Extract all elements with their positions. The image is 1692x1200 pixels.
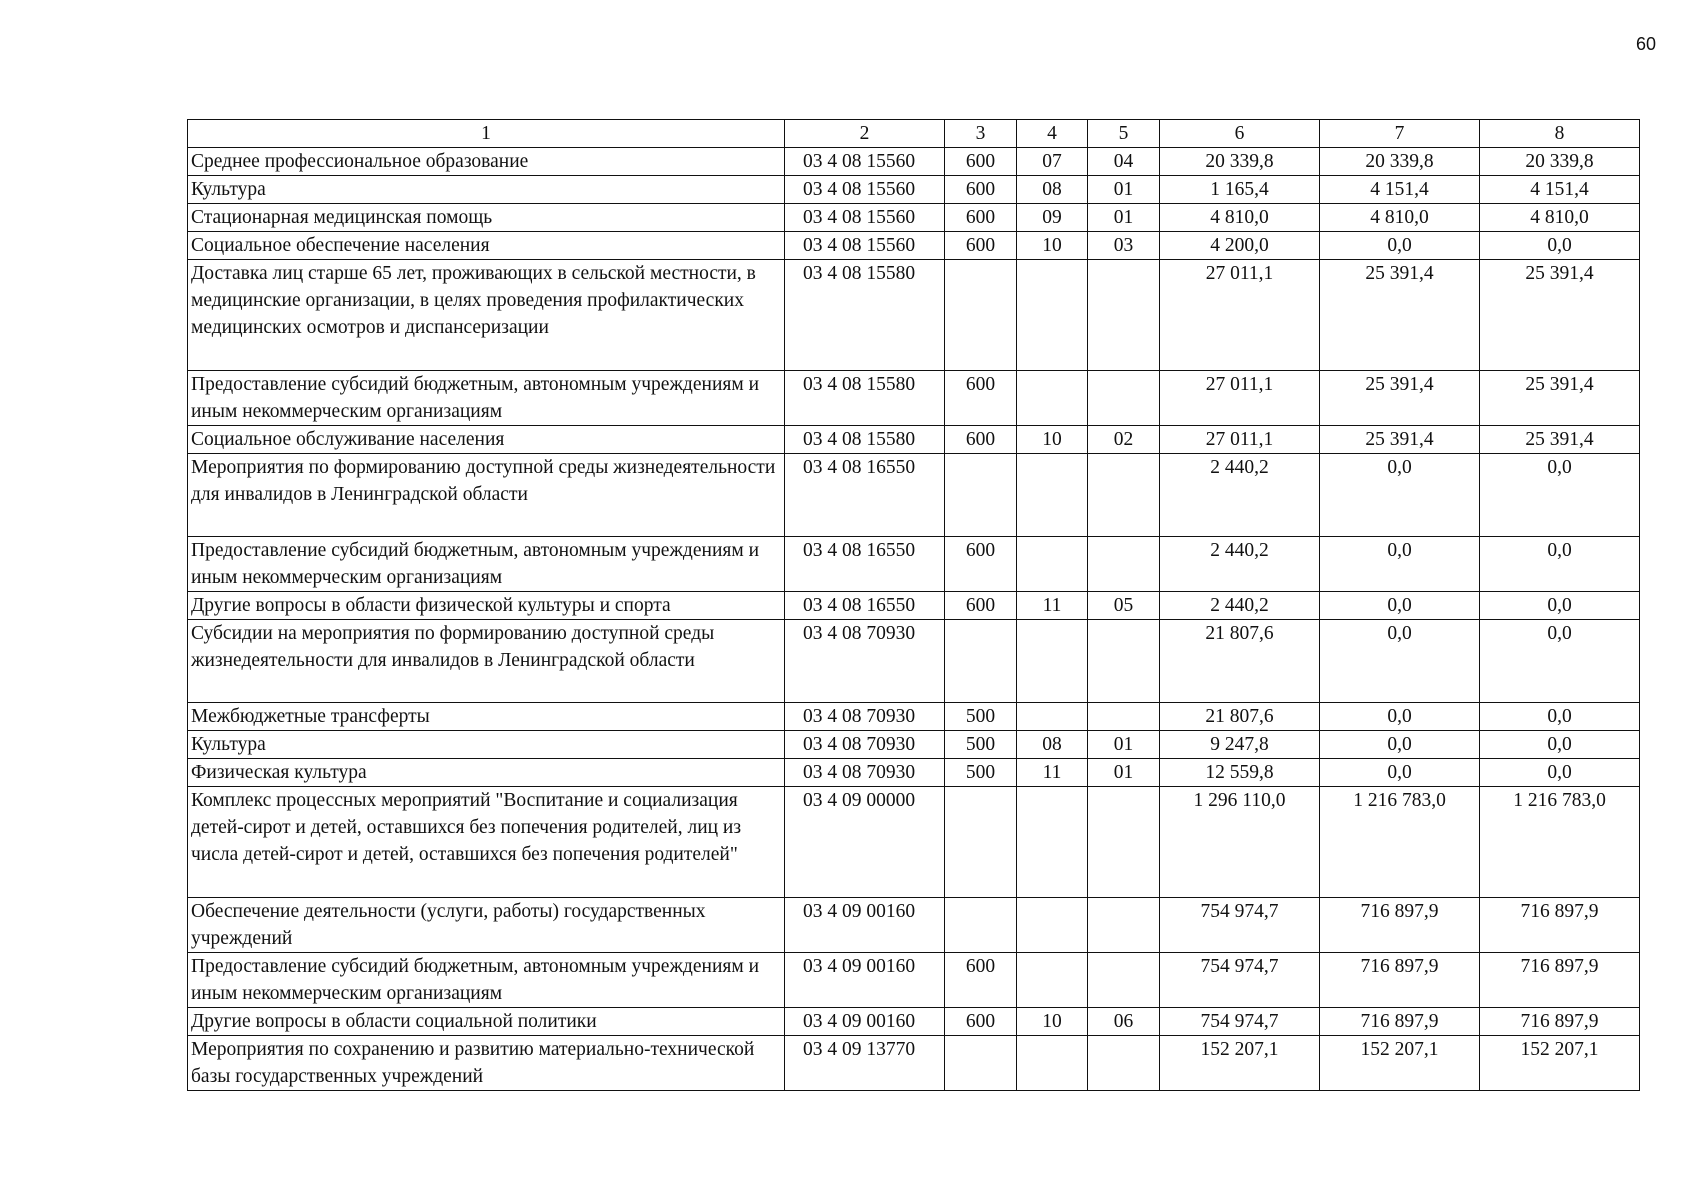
row-col8-value: 152 207,1 [1480,1036,1640,1091]
table-row [188,176,1640,204]
row-col6-value: 1 165,4 [1160,176,1320,204]
row-name-cell: Межбюджетные трансферты [188,703,785,731]
row-col4-cell: 08 [1017,176,1088,204]
table-row [188,703,1640,731]
row-name-cell: Доставка лиц старше 65 лет, проживающих в сельской местности, в медицинские организации, в целях проведения профилактических медицинских осмотров и диспансеризации [188,260,785,371]
row-col5-cell: 01 [1088,176,1160,204]
header-cell-2: 2 [785,120,945,148]
row-col5-cell: 02 [1088,426,1160,454]
row-col6-value: 12 559,8 [1160,759,1320,787]
row-col8-value: 716 897,9 [1480,953,1640,1008]
table-row [188,204,1640,232]
row-col3-cell [945,1036,1017,1091]
row-col6-value: 27 011,1 [1160,371,1320,426]
row-col5-cell [1088,537,1160,592]
row-code-cell: 03 4 08 70930 [785,731,945,759]
row-col7-value: 1 216 783,0 [1320,787,1480,898]
row-col6-value: 4 200,0 [1160,232,1320,260]
table-row [188,898,1640,953]
row-col4-cell: 07 [1017,148,1088,176]
row-col6-value: 2 440,2 [1160,537,1320,592]
row-col4-cell [1017,537,1088,592]
table-row [188,260,1640,371]
row-col6-value: 2 440,2 [1160,592,1320,620]
row-col6-value: 27 011,1 [1160,260,1320,371]
row-col3-cell: 600 [945,537,1017,592]
row-col5-cell: 03 [1088,232,1160,260]
header-cell-3: 3 [945,120,1017,148]
row-col3-cell: 600 [945,592,1017,620]
row-col3-cell: 600 [945,204,1017,232]
row-col6-value: 2 440,2 [1160,454,1320,537]
table-row [188,592,1640,620]
table-row [188,620,1640,703]
row-col3-cell [945,454,1017,537]
row-col7-value: 716 897,9 [1320,898,1480,953]
row-col8-value: 4 810,0 [1480,204,1640,232]
row-col4-cell: 09 [1017,204,1088,232]
row-name-cell: Социальное обеспечение населения [188,232,785,260]
row-col8-value: 0,0 [1480,620,1640,703]
row-code-cell: 03 4 09 00160 [785,953,945,1008]
row-col4-cell [1017,703,1088,731]
table-row [188,426,1640,454]
row-col4-cell [1017,787,1088,898]
row-col4-cell [1017,371,1088,426]
row-col4-cell: 10 [1017,1008,1088,1036]
row-col8-value: 1 216 783,0 [1480,787,1640,898]
row-code-cell: 03 4 08 15560 [785,204,945,232]
row-col4-cell [1017,260,1088,371]
row-col8-value: 0,0 [1480,454,1640,537]
row-col7-value: 0,0 [1320,620,1480,703]
row-col7-value: 25 391,4 [1320,426,1480,454]
row-col8-value: 0,0 [1480,703,1640,731]
row-col8-value: 716 897,9 [1480,1008,1640,1036]
row-code-cell: 03 4 08 15580 [785,426,945,454]
row-col4-cell: 10 [1017,232,1088,260]
row-col5-cell [1088,898,1160,953]
row-col7-value: 716 897,9 [1320,953,1480,1008]
table-row [188,1036,1640,1091]
row-col6-value: 9 247,8 [1160,731,1320,759]
row-name-cell: Культура [188,731,785,759]
row-name-cell: Предоставление субсидий бюджетным, автономным учреждениям и иным некоммерческим организациям [188,371,785,426]
row-col3-cell: 500 [945,759,1017,787]
row-name-cell: Культура [188,176,785,204]
row-name-cell: Предоставление субсидий бюджетным, автономным учреждениям и иным некоммерческим организациям [188,953,785,1008]
row-col5-cell [1088,703,1160,731]
row-col8-value: 25 391,4 [1480,371,1640,426]
row-col5-cell: 04 [1088,148,1160,176]
row-col8-value: 0,0 [1480,537,1640,592]
table-row [188,787,1640,898]
row-code-cell: 03 4 09 00000 [785,787,945,898]
table-row [188,731,1640,759]
row-col5-cell [1088,454,1160,537]
row-col8-value: 25 391,4 [1480,260,1640,371]
row-col8-value: 716 897,9 [1480,898,1640,953]
row-code-cell: 03 4 08 70930 [785,759,945,787]
row-col3-cell [945,787,1017,898]
table-row [188,232,1640,260]
row-name-cell: Стационарная медицинская помощь [188,204,785,232]
row-col3-cell: 600 [945,176,1017,204]
row-col5-cell [1088,787,1160,898]
row-col7-value: 25 391,4 [1320,260,1480,371]
row-code-cell: 03 4 09 00160 [785,1008,945,1036]
row-col6-value: 1 296 110,0 [1160,787,1320,898]
row-col8-value: 20 339,8 [1480,148,1640,176]
row-col5-cell [1088,953,1160,1008]
row-col7-value: 25 391,4 [1320,371,1480,426]
row-col6-value: 754 974,7 [1160,953,1320,1008]
row-col6-value: 152 207,1 [1160,1036,1320,1091]
row-col4-cell [1017,1036,1088,1091]
row-col5-cell [1088,1036,1160,1091]
budget-table [187,119,1640,1091]
row-col8-value: 0,0 [1480,759,1640,787]
row-code-cell: 03 4 08 16550 [785,537,945,592]
row-col5-cell [1088,371,1160,426]
row-col4-cell [1017,454,1088,537]
row-name-cell: Обеспечение деятельности (услуги, работы) государственных учреждений [188,898,785,953]
row-col6-value: 21 807,6 [1160,620,1320,703]
row-col5-cell: 05 [1088,592,1160,620]
row-col7-value: 0,0 [1320,759,1480,787]
table-row [188,1008,1640,1036]
header-cell-7: 7 [1320,120,1480,148]
row-name-cell: Субсидии на мероприятия по формированию доступной среды жизнедеятельности для инвалидов в Ленинградской области [188,620,785,703]
row-col8-value: 0,0 [1480,232,1640,260]
table-row [188,759,1640,787]
row-name-cell: Другие вопросы в области физической культуры и спорта [188,592,785,620]
row-col8-value: 0,0 [1480,731,1640,759]
row-code-cell: 03 4 08 16550 [785,454,945,537]
row-col4-cell [1017,898,1088,953]
row-name-cell: Другие вопросы в области социальной политики [188,1008,785,1036]
table-row [188,454,1640,537]
header-cell-4: 4 [1017,120,1088,148]
row-col6-value: 20 339,8 [1160,148,1320,176]
row-col5-cell: 01 [1088,759,1160,787]
row-col6-value: 21 807,6 [1160,703,1320,731]
row-col3-cell: 500 [945,731,1017,759]
row-col7-value: 0,0 [1320,731,1480,759]
row-col3-cell: 500 [945,703,1017,731]
header-cell-1: 1 [188,120,785,148]
row-col7-value: 0,0 [1320,537,1480,592]
row-name-cell: Социальное обслуживание населения [188,426,785,454]
row-col6-value: 4 810,0 [1160,204,1320,232]
row-col7-value: 0,0 [1320,703,1480,731]
row-col4-cell: 11 [1017,592,1088,620]
row-col5-cell: 01 [1088,731,1160,759]
row-code-cell: 03 4 08 15560 [785,148,945,176]
row-col3-cell: 600 [945,148,1017,176]
row-code-cell: 03 4 08 16550 [785,592,945,620]
table-header-row [188,120,1640,148]
row-col4-cell [1017,953,1088,1008]
row-code-cell: 03 4 08 15560 [785,176,945,204]
row-name-cell: Комплекс процессных мероприятий "Воспитание и социализация детей-сирот и детей, оставшихся без попечения родителей, лиц из числа детей-сирот и детей, оставшихся без попечения родителей" [188,787,785,898]
row-name-cell: Мероприятия по формированию доступной среды жизнедеятельности для инвалидов в Ленинградской области [188,454,785,537]
row-code-cell: 03 4 08 70930 [785,703,945,731]
row-col4-cell: 11 [1017,759,1088,787]
row-code-cell: 03 4 09 13770 [785,1036,945,1091]
row-col6-value: 27 011,1 [1160,426,1320,454]
row-col7-value: 0,0 [1320,232,1480,260]
row-col5-cell: 01 [1088,204,1160,232]
row-name-cell: Физическая культура [188,759,785,787]
row-col8-value: 25 391,4 [1480,426,1640,454]
row-col7-value: 152 207,1 [1320,1036,1480,1091]
row-code-cell: 03 4 08 15580 [785,371,945,426]
row-col7-value: 716 897,9 [1320,1008,1480,1036]
row-col3-cell: 600 [945,426,1017,454]
table-row [188,537,1640,592]
row-col3-cell [945,260,1017,371]
row-col8-value: 4 151,4 [1480,176,1640,204]
row-col7-value: 0,0 [1320,592,1480,620]
row-name-cell: Предоставление субсидий бюджетным, автономным учреждениям и иным некоммерческим организациям [188,537,785,592]
row-code-cell: 03 4 09 00160 [785,898,945,953]
page-number: 60 [1635,34,1656,54]
row-code-cell: 03 4 08 15560 [785,232,945,260]
row-col4-cell: 10 [1017,426,1088,454]
row-col3-cell [945,898,1017,953]
row-col7-value: 4 810,0 [1320,204,1480,232]
table-row [188,953,1640,1008]
row-col3-cell: 600 [945,371,1017,426]
row-col4-cell [1017,620,1088,703]
row-col3-cell: 600 [945,1008,1017,1036]
row-name-cell: Среднее профессиональное образование [188,148,785,176]
row-col3-cell: 600 [945,953,1017,1008]
row-col5-cell: 06 [1088,1008,1160,1036]
row-col6-value: 754 974,7 [1160,898,1320,953]
row-col5-cell [1088,620,1160,703]
row-col7-value: 20 339,8 [1320,148,1480,176]
row-col3-cell [945,620,1017,703]
table-row [188,371,1640,426]
row-code-cell: 03 4 08 70930 [785,620,945,703]
row-col3-cell: 600 [945,232,1017,260]
row-col7-value: 4 151,4 [1320,176,1480,204]
row-name-cell: Мероприятия по сохранению и развитию материально-технической базы государственных учреждений [188,1036,785,1091]
header-cell-8: 8 [1480,120,1640,148]
row-col7-value: 0,0 [1320,454,1480,537]
header-cell-6: 6 [1160,120,1320,148]
table-row [188,148,1640,176]
row-col8-value: 0,0 [1480,592,1640,620]
row-col6-value: 754 974,7 [1160,1008,1320,1036]
row-code-cell: 03 4 08 15580 [785,260,945,371]
row-col5-cell [1088,260,1160,371]
header-cell-5: 5 [1088,120,1160,148]
row-col4-cell: 08 [1017,731,1088,759]
